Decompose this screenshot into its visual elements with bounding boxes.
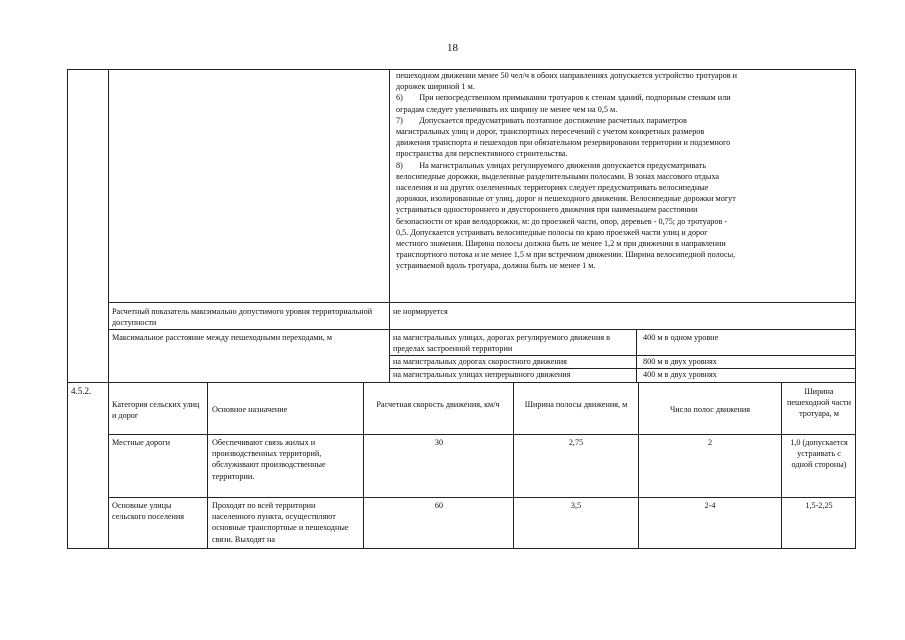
text-line: устраиваться одностороннего и двустороннего движения при наименьшем расстоянии <box>396 205 698 215</box>
text-line: транспортного потока и не менее 1,5 м при встречном движении. Ширина велосипедной полосы, <box>396 250 736 260</box>
access-value: не нормируется <box>393 307 448 316</box>
text-line: движения транспорта и пешеходов при обязательном резервировании территории и подземного <box>396 138 731 148</box>
column-header: Категория сельских улиц и дорог <box>112 400 200 421</box>
cell-purpose: Обеспечивают связь жилых и производственных территорий, обслуживают производственные территории. <box>212 438 326 481</box>
cell-purpose: Проходят по всей территории населенного пункта, осуществляют основные транспортные и пешеходные связи. Выходят на <box>212 501 349 544</box>
cell-lane-width: 2,75 <box>568 438 584 447</box>
text-line: оградам следует увеличивать их ширину не менее чем на 0,5 м. <box>396 104 618 114</box>
crossing-condition: на магистральных улицах, дорогах регулируемого движения в пределах застроенной территории <box>393 333 610 354</box>
crossing-value: 400 м в двух уровнях <box>643 370 717 379</box>
cell-lanes: 2 <box>707 438 713 447</box>
cell-speed: 60 <box>434 501 444 510</box>
text-line: 6) При непосредственном примыкании тротуаров к стенам зданий, подпорным стенкам или <box>396 93 731 103</box>
page-number: 18 <box>447 42 458 54</box>
section-number: 4.5.2. <box>71 386 92 396</box>
text-line: дорожек шириной 1 м. <box>396 82 475 92</box>
requirements-text <box>396 70 850 272</box>
text-line: 7) Допускается предусматривать поэтапное достижение расчетных параметров <box>396 115 687 125</box>
crossing-value: 400 м в одном уровне <box>643 333 719 342</box>
text-line: населения и на других озелененных территориях следует предусматривать велосипедные <box>396 183 709 193</box>
text-line: дорожки, изолированные от улиц, дорог и пешеходного движения. Велосипедные дорожки могут <box>396 194 736 204</box>
column-header: Ширина полосы движения, м <box>524 400 628 409</box>
cell-lane-width: 3,5 <box>570 501 582 510</box>
cell-lanes: 2-4 <box>704 501 716 510</box>
text-line: устраиваемой вдоль тротуара, должна быть не менее 1 м. <box>396 261 596 271</box>
text-line: велосипедные дорожки, выделенные разделительными полосами. В зонах массового отдыха <box>396 171 720 181</box>
text-line: пешеходном движении менее 50 чел/ч в обоих направлениях допускается устройство тротуаров и <box>396 71 738 80</box>
crossing-condition: на магистральных дорогах скоростного движения <box>393 357 567 366</box>
cell-speed: 30 <box>434 438 444 447</box>
cell-category: Основные улицы сельского поселения <box>112 501 185 522</box>
crossing-value: 800 м в двух уровнях <box>643 357 717 366</box>
text-line: местного значения. Ширина полосы должна быть не менее 1,2 м при движении в направлении <box>396 239 726 249</box>
column-header: Основное назначение <box>212 405 288 414</box>
text-line: 0,5. Допускается устраивать велосипедные полосы по краю проезжей части улиц и дорог <box>396 227 708 237</box>
text-line: безопасности от края велодорожки, м: до проезжей части, опор, деревьев - 0,75; до тротуаров - <box>396 216 728 226</box>
column-header: Расчетная скорость движения, км/ч <box>376 400 500 409</box>
text-line: 8) На магистральных улицах регулируемого движения допускается предусматривать <box>396 160 706 170</box>
cell-sidewalk: 1,0 (допускается устраивать с одной стороны) <box>790 438 848 470</box>
crossing-label: Максимальное расстояние между пешеходными переходами, м <box>112 333 333 342</box>
text-line: магистральных улиц и дорог, транспортных пересечений с учетом конкретных размеров <box>396 127 705 137</box>
cell-category: Местные дороги <box>112 438 170 447</box>
cell-sidewalk: 1,5-2,25 <box>805 501 833 510</box>
crossing-condition: на магистральных улицах непрерывного движения <box>393 370 571 379</box>
access-label: Расчетный показатель максимально допустимого уровня территориальной доступности <box>112 307 373 328</box>
column-header: Число полос движения <box>669 405 751 414</box>
text-line: пространства для перспективного строительства. <box>396 149 568 159</box>
column-header: Ширина пешеходной части тротуара, м <box>787 387 851 419</box>
